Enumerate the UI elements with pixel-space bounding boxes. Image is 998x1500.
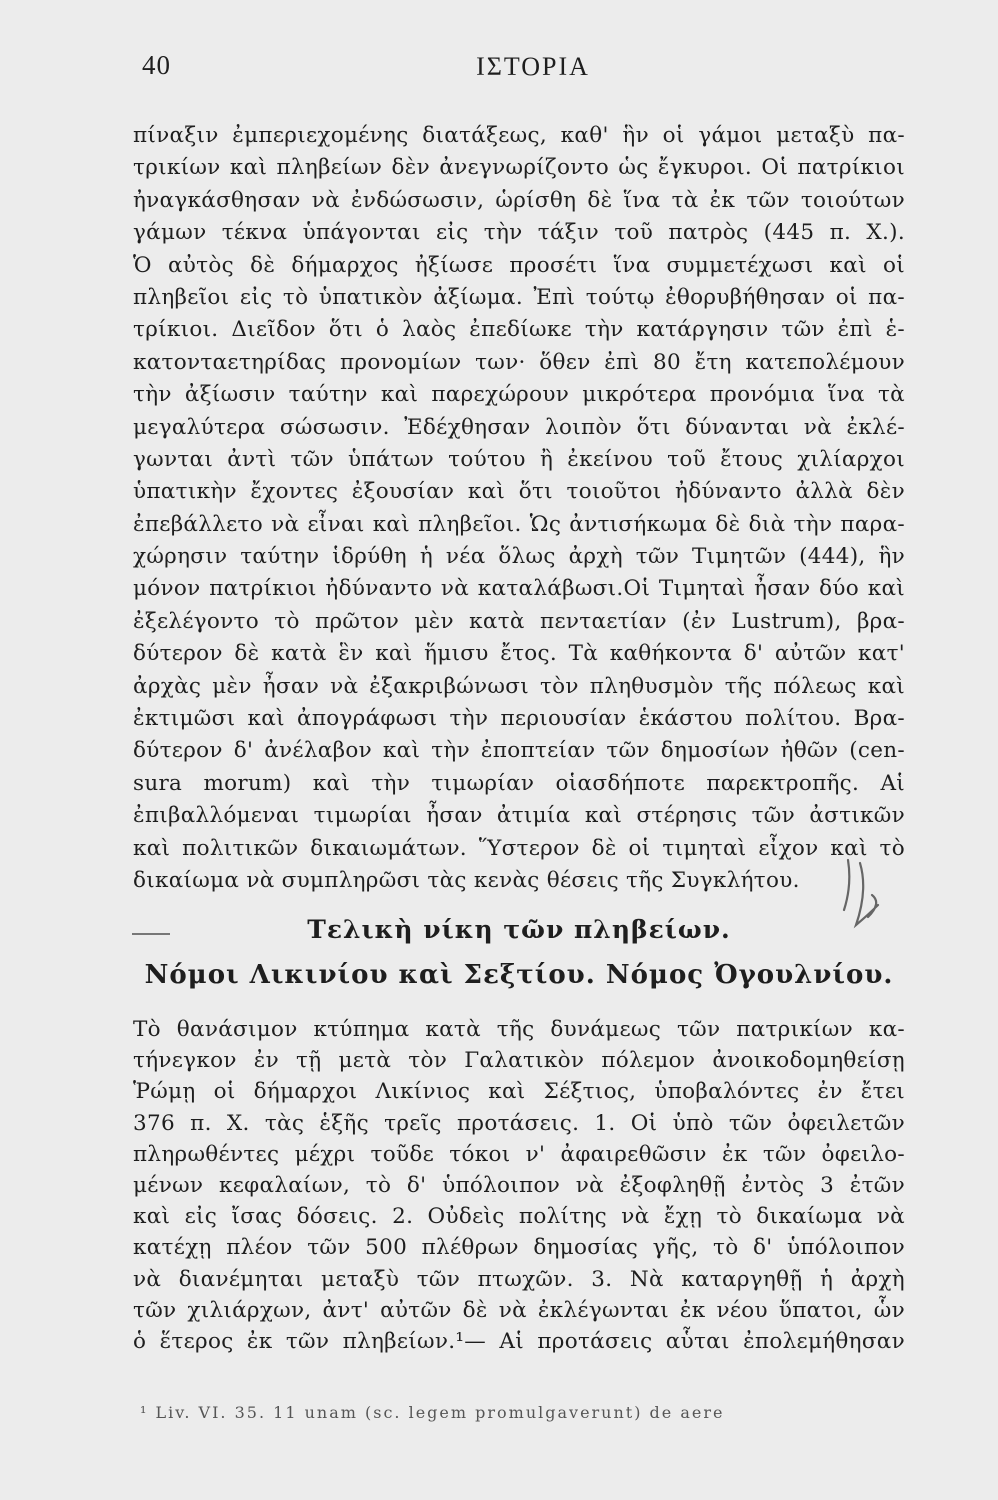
paragraph-1 <box>133 120 905 897</box>
text-line: 376 π. Χ. τὰς ἑξῆς τρεῖς προτάσεις. 1. Οἱ ὑπὸ τῶν ὀφειλετῶν <box>133 1110 905 1136</box>
text-line: ἐκτιμῶσι καὶ ἀπογράφωσι τὴν περιουσίαν ἑκάστου πολίτου. Βρα- <box>133 706 905 732</box>
text-line: ἀρχὰς μὲν ἦσαν νὰ ἐξακριβώνωσι τὸν πληθυσμὸν τῆς πόλεως καὶ <box>133 673 905 699</box>
text-line: καὶ εἰς ἴσας δόσεις. 2. Οὐδεὶς πολίτης νὰ ἔχῃ τὸ δικαίωμα νὰ <box>133 1204 905 1230</box>
section-subheading: Νόμοι Λικινίου καὶ Σεξτίου. Νόμος Ὀγουλνίου. <box>144 960 894 990</box>
text-line: μεγαλύτερα σώσωσιν. Ἐδέχθησαν λοιπὸν ὅτι δύνανται νὰ ἐκλέ- <box>133 414 905 440</box>
text-line: πίναξιν ἐμπεριεχομένης διατάξεως, καθ' ἣν οἱ γάμοι μεταξὺ πα- <box>133 123 905 148</box>
text-line: χώρησιν ταύτην ἱδρύθη ἡ νέα ὅλως ἀρχὴ τῶν Τιμητῶν (444), ἣν <box>133 544 905 570</box>
text-line: νὰ διανέμηται μεταξὺ τῶν πτωχῶν. 3. Νὰ καταργηθῇ ἡ ἀρχὴ <box>133 1266 905 1292</box>
text-line: μένων κεφαλαίων, τὸ δ' ὑπόλοιπον νὰ ἐξοφληθῇ ἐντὸς 3 ἐτῶν <box>133 1172 905 1198</box>
section-heading: Τελικὴ νίκη τῶν πληβείων. <box>307 915 731 944</box>
running-title: ΙΣΤΟΡΙΑ <box>476 52 590 81</box>
text-line: ἐξελέγοντο τὸ πρῶτον μὲν κατὰ πενταετίαν (ἐν Lustrum), βρα- <box>133 608 905 634</box>
text-line: γάμων τέκνα ὑπάγονται εἰς τὴν τάξιν τοῦ πατρὸς (445 π. Χ.). <box>133 220 905 246</box>
text-line: sura morum) καὶ τὴν τιμωρίαν οἱασδήποτε παρεκτροπῆς. Αἱ <box>133 770 905 796</box>
text-line: τρίκιοι. Διεῖδον ὅτι ὁ λαὸς ἐπεδίωκε τὴν κατάργησιν τῶν ἐπὶ ἑ- <box>133 317 905 343</box>
text-line: τρικίων καὶ πληβείων δὲν ἀνεγνωρίζοντο ὡς ἔγκυροι. Οἱ πατρίκιοι <box>133 155 905 181</box>
text-line: καὶ πολιτικῶν δικαιωμάτων. Ὕστερον δὲ οἱ τιμηταὶ εἶχον καὶ τὸ <box>133 835 905 861</box>
text-line: πληρωθέντες μέχρι τοῦδε τόκοι ν' ἀφαιρεθῶσιν ἐκ τῶν ὀφειλο- <box>133 1141 905 1167</box>
text-line: ἐπιβαλλόμεναι τιμωρίαι ἦσαν ἀτιμία καὶ στέρησις τῶν ἀστικῶν <box>133 803 905 829</box>
page-header <box>138 50 928 90</box>
page-number: 40 <box>142 50 171 80</box>
text-line: ὑπατικὴν ἔχοντες ἐξουσίαν καὶ ὅτι τοιοῦτοι ἠδύναντο ἀλλὰ δὲν <box>133 479 905 505</box>
text-line: γωνται ἀντὶ τῶν ὑπάτων τούτου ἢ ἐκείνου τοῦ ἔτους χιλίαρχοι <box>133 446 905 472</box>
text-line: τήνεγκον ἐν τῇ μετὰ τὸν Γαλατικὸν πόλεμον ἀνοικοδομηθείσῃ <box>133 1048 905 1074</box>
text-line: δύτερον δ' ἀνέλαβον καὶ τὴν ἐποπτείαν τῶν δημοσίων ἠθῶν (cen- <box>133 738 905 764</box>
text-line: ἠναγκάσθησαν νὰ ἐνδώσωσιν, ὡρίσθη δὲ ἵνα τὰ ἐκ τῶν τοιούτων <box>133 187 905 213</box>
text-line: τὴν ἀξίωσιν ταύτην καὶ παρεχώρουν μικρότερα προνόμια ἵνα τὰ <box>133 382 905 408</box>
text-line: δικαίωμα νὰ συμπληρῶσι τὰς κενὰς θέσεις τῆς Συγκλήτου. <box>133 867 800 893</box>
text-line: μόνον πατρίκιοι ἠδύναντο νὰ καταλάβωσι.Οἱ Τιμηταὶ ἦσαν δύο καὶ <box>133 576 905 602</box>
text-line: τῶν χιλιάρχων, ἀντ' αὐτῶν δὲ νὰ ἐκλέγωνται ἐκ νέου ὕπατοι, ὧν <box>133 1297 905 1323</box>
footnote: ¹ Liv. VI. 35. 11 unam (sc. legem promulgaverunt) de aere <box>140 1403 725 1422</box>
text-line: Τὸ θανάσιμον κτύπημα κατὰ τῆς δυνάμεως τῶν πατρικίων κα- <box>133 1017 905 1042</box>
text-line: κατονταετηρίδας προνομίων των· ὅθεν ἐπὶ 80 ἔτη κατεπολέμουν <box>133 349 905 375</box>
text-line: Ῥώμῃ οἱ δήμαρχοι Λικίνιος καὶ Σέξτιος, ὑποβαλόντες ἐν ἔτει <box>133 1079 905 1105</box>
text-line: πληβεῖοι εἰς τὸ ὑπατικὸν ἀξίωμα. Ἐπὶ τούτῳ ἐθορυβήθησαν οἱ πα- <box>133 284 905 310</box>
paragraph-2 <box>133 1014 905 1357</box>
text-line: κατέχῃ πλέον τῶν 500 πλέθρων δημοσίας γῆς, τὸ δ' ὑπόλοιπον <box>133 1235 905 1261</box>
text-line: Ὁ αὐτὸς δὲ δήμαρχος ἠξίωσε προσέτι ἵνα συμμετέχωσι καὶ οἱ <box>133 252 905 278</box>
text-line: δύτερον δὲ κατὰ ἓν καὶ ἥμισυ ἔτος. Τὰ καθήκοντα δ' αὐτῶν κατ' <box>133 641 905 667</box>
text-line: ὁ ἕτερος ἐκ τῶν πληβείων.¹— Αἱ προτάσεις αὗται ἐπολεμήθησαν <box>133 1328 905 1354</box>
text-line: ἐπεβάλλετο νὰ εἶναι καὶ πληβεῖοι. Ὡς ἀντισήκωμα δὲ διὰ τὴν παρα- <box>133 511 905 537</box>
